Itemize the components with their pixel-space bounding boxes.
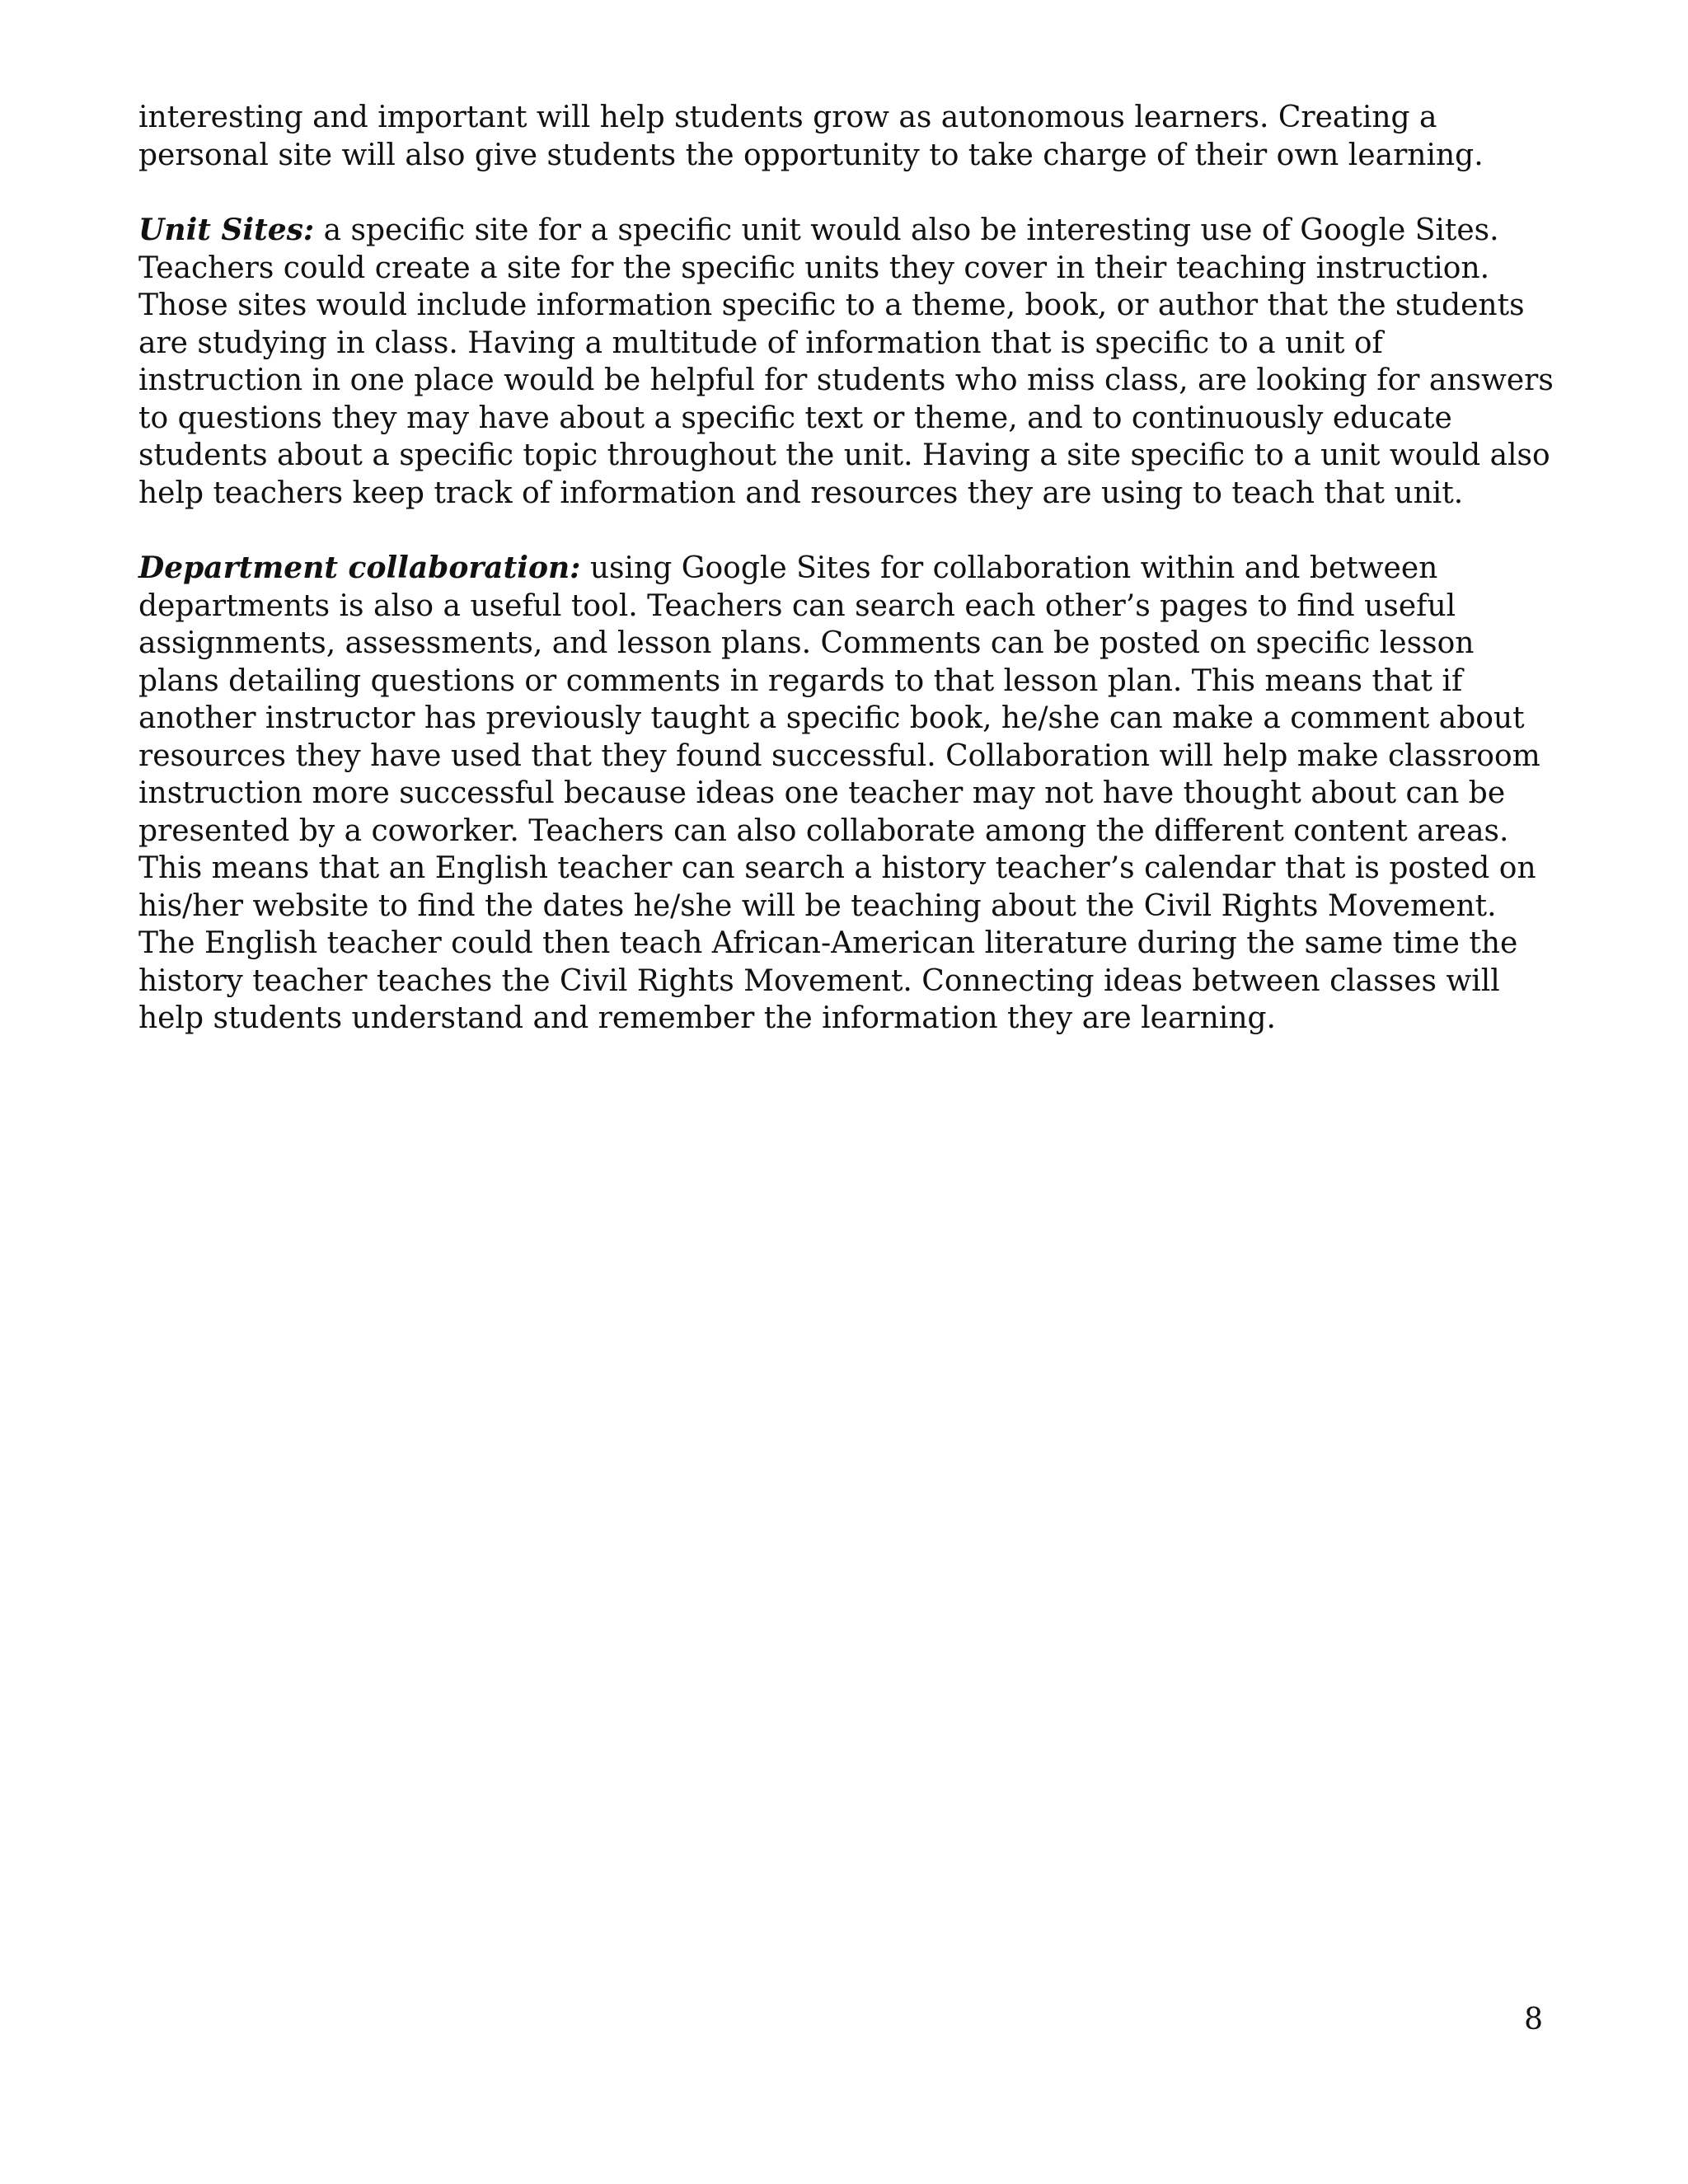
page-number: 8 <box>1524 2003 1543 2036</box>
paragraph-department-collaboration <box>138 550 1556 1038</box>
document-body <box>138 99 1556 1076</box>
paragraph-text: using Google Sites for collaboration within and between departments is also a useful tool. Teachers can search each other’s pages to find useful assignments, assessments, and lesson plans. Comments can be posted on specific lesson plans detailing questions or comments in regards to that lesson plan. This means that if another instructor has previously taught a specific book, he/she can make a comment about resources they have used that they found successful. Collaboration will help make classroom instruction more successful because ideas one teacher may not have thought about can be presented by a coworker. Teachers can also collaborate among the different content areas. This means that an English teacher can search a history teacher’s calendar that is posted on his/her website to find the dates he/she will be teaching about the Civil Rights Movement. The English teacher could then teach African-American literature during the same time the history teacher teaches the Civil Rights Movement. Connecting ideas between classes will help students understand and remember the information they are learning. <box>138 551 1540 1035</box>
paragraph-intro <box>138 99 1556 174</box>
paragraph-lead-heading: Unit Sites: <box>138 213 315 247</box>
paragraph-unit-sites <box>138 212 1556 512</box>
paragraph-text: a specific site for a specific unit would also be interesting use of Google Sites. Teachers could create a site for the specific units they cover in their teaching instruction. Those sites would include information specific to a theme, book, or author that the students are studying in class. Having a multitude of information that is specific to a unit of instruction in one place would be helpful for students who miss class, are looking for answers to questions they may have about a specific text or theme, and to continuously educate students about a specific topic throughout the unit. Having a site specific to a unit would also help teachers keep track of information and resources they are using to teach that unit. <box>138 213 1554 510</box>
paragraph-text: interesting and important will help students grow as autonomous learners. Creating a personal site will also give students the opportunity to take charge of their own learning. <box>138 101 1484 172</box>
paragraph-lead-heading: Department collaboration: <box>138 551 581 585</box>
